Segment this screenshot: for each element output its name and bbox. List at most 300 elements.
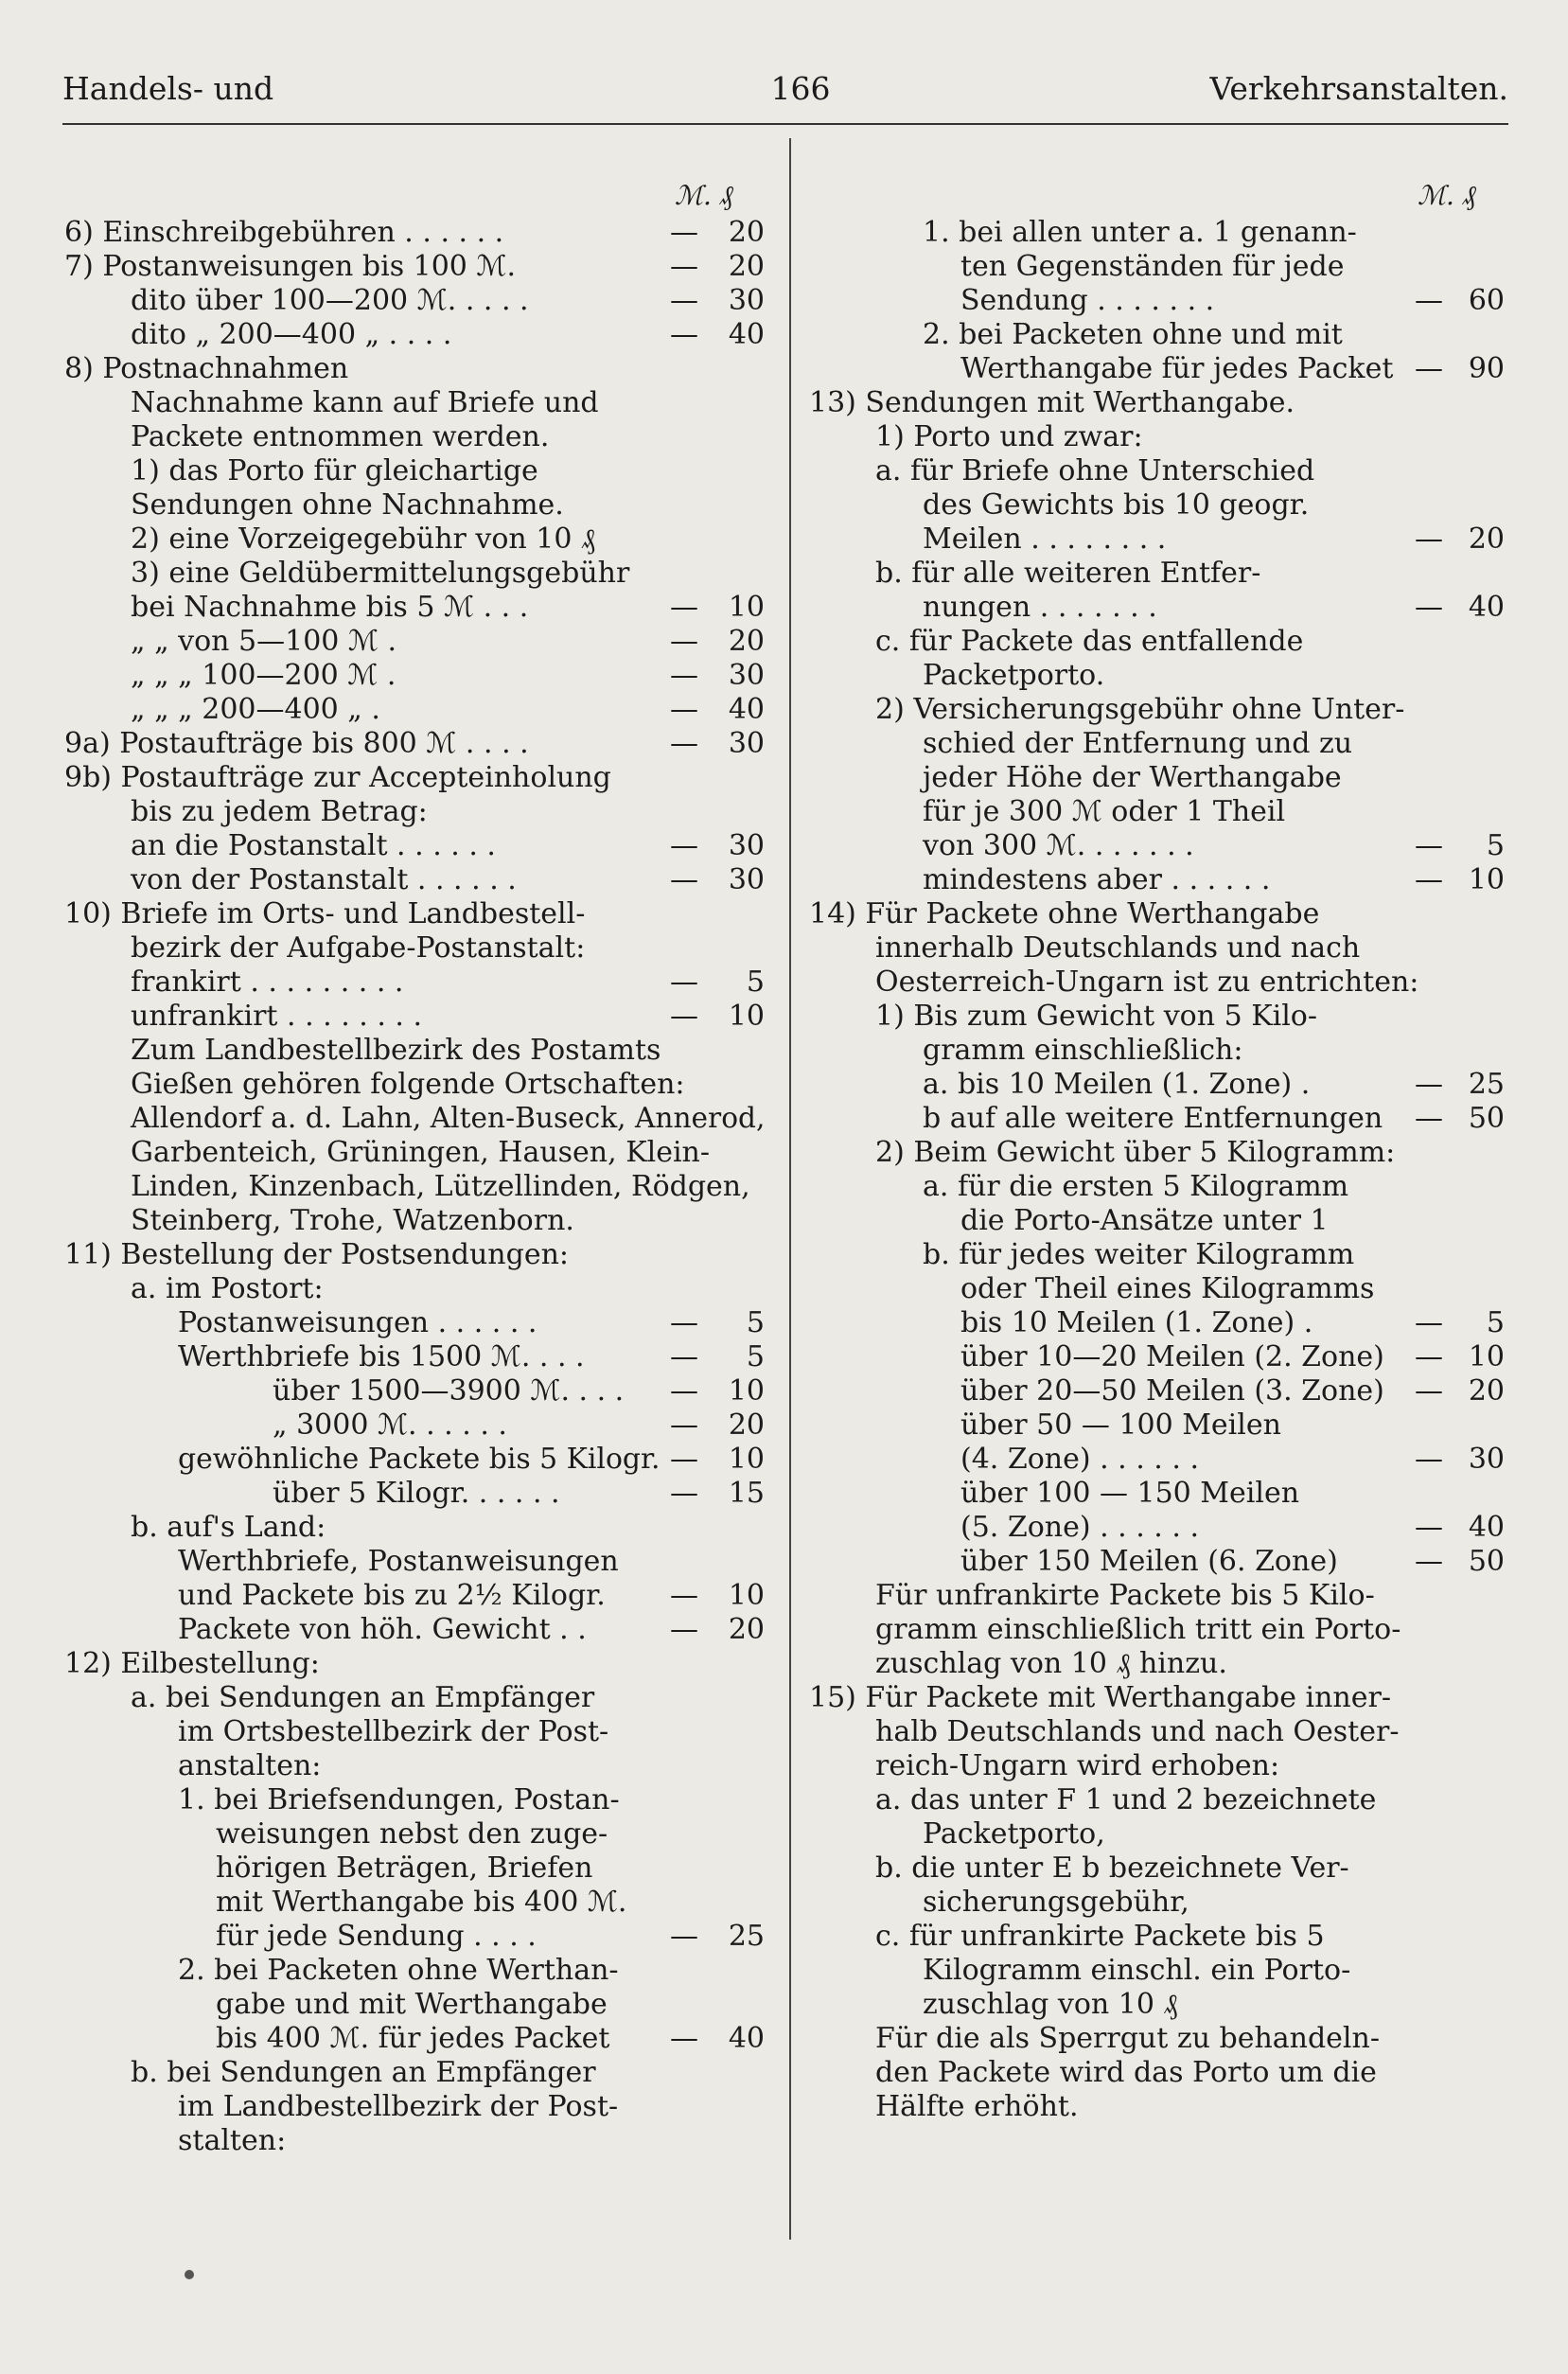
line-text: 6) Einschreibgebühren . . . . . . [64,216,504,249]
pfennig-amount: 10 [728,1443,765,1476]
tariff-line [809,1579,1514,1613]
line-text: im Ortsbestellbezirk der Post- [178,1715,609,1748]
tariff-line [809,2022,1514,2056]
pfennig-amount: 60 [1468,284,1505,317]
tariff-line [809,1817,1514,1851]
line-text: „ „ „ 100—200 ℳ . [131,659,396,692]
tariff-line [64,931,769,966]
line-text: Steinberg, Trohe, Watzenborn. [131,1204,574,1237]
mark-dash: — [1415,1306,1443,1339]
tariff-line [64,693,769,727]
pfennig-amount: 10 [1468,863,1505,896]
line-text: Packetporto. [923,659,1105,692]
page-header [62,70,1508,117]
line-text: 13) Sendungen mit Werthangabe. [809,386,1295,419]
line-text: unfrankirt . . . . . . . . [131,1000,423,1033]
pfennig-amount: 40 [728,318,765,351]
mark-dash: — [1415,1102,1443,1135]
tariff-line [809,829,1514,863]
tariff-line [64,284,769,318]
tariff-line [64,1102,769,1136]
mark-dash: — [670,1477,698,1510]
tariff-line [64,1817,769,1851]
tariff-line [809,761,1514,795]
line-text: 1) Porto und zwar: [875,420,1143,453]
tariff-line [64,2056,769,2090]
line-text: 1) Bis zum Gewicht von 5 Kilo- [875,1000,1318,1033]
pfennig-amount: 5 [746,966,765,999]
line-text: die Porto-Ansätze unter 1 [960,1204,1329,1237]
mark-dash: — [670,1374,698,1408]
line-text: dito über 100—200 ℳ. . . . . [131,284,529,317]
tariff-line [64,420,769,454]
line-text: Für die als Sperrgut zu behandeln- [875,2022,1380,2055]
tariff-line [809,1477,1514,1511]
tariff-line [809,2090,1514,2124]
mark-dash: — [670,1408,698,1442]
tariff-line [809,1783,1514,1817]
mark-dash: — [670,863,698,896]
pfennig-amount: 25 [1468,1068,1505,1101]
mark-dash: — [670,1579,698,1612]
line-text: anstalten: [178,1749,322,1782]
pfennig-amount: 5 [1486,829,1505,862]
pfennig-amount: 5 [746,1340,765,1373]
mark-dash: — [1415,284,1443,317]
line-text: 11) Bestellung der Postsendungen: [64,1238,570,1271]
tariff-line [64,1920,769,1954]
line-text: b. für alle weiteren Entfer- [875,557,1261,590]
tariff-line [809,2056,1514,2090]
line-text: für jede Sendung . . . . [216,1920,537,1953]
tariff-line [809,1408,1514,1443]
tariff-line [809,1613,1514,1647]
line-text: a. bis 10 Meilen (1. Zone) . [923,1068,1311,1101]
line-text: über 10—20 Meilen (2. Zone) [960,1340,1384,1373]
line-text: bis 400 ℳ. für jedes Packet [216,2022,610,2055]
ink-spot [185,2270,194,2279]
pfennig-amount: 10 [728,1000,765,1033]
header-rule [62,123,1508,125]
pfennig-amount: 30 [728,829,765,862]
tariff-line [64,1408,769,1443]
line-text: 1. bei Briefsendungen, Postan- [178,1783,620,1816]
line-text: b. auf's Land: [131,1511,326,1544]
line-text: a. das unter F 1 und 2 bezeichnete [875,1783,1377,1816]
tariff-line [809,931,1514,966]
line-text: weisungen nebst den zuge- [216,1817,608,1851]
tariff-line [64,1545,769,1579]
left-column [64,180,769,2158]
mark-dash: — [1415,1340,1443,1373]
line-text: a. für die ersten 5 Kilogramm [923,1170,1349,1203]
tariff-line [64,2090,769,2124]
mark-dash: — [670,216,698,249]
tariff-line [64,829,769,863]
line-text: Oesterreich-Ungarn ist zu entrichten: [875,966,1419,999]
line-text: Werthbriefe bis 1500 ℳ. . . . [178,1340,585,1373]
line-text: Hälfte erhöht. [875,2090,1079,2123]
mark-dash: — [670,591,698,624]
line-text: „ „ von 5—100 ℳ . [131,625,397,658]
mark-dash: — [1415,1545,1443,1578]
tariff-line [809,1374,1514,1408]
tariff-line [64,1340,769,1374]
tariff-line [64,1170,769,1204]
line-text: sicherungsgebühr, [923,1886,1189,1919]
pfennig-amount: 20 [1468,523,1505,556]
pfennig-amount: 5 [1486,1306,1505,1339]
tariff-line [64,1034,769,1068]
pfennig-amount: 10 [728,1579,765,1612]
tariff-line [809,454,1514,488]
line-text: a. im Postort: [131,1272,324,1305]
line-text: 1. bei allen unter a. 1 genann- [923,216,1357,249]
tariff-line [64,1272,769,1306]
pfennig-amount: 20 [728,250,765,283]
pfennig-amount: 20 [1468,1374,1505,1408]
pfennig-amount: 90 [1468,352,1505,385]
tariff-line [64,2022,769,2056]
line-text: gewöhnliche Packete bis 5 Kilogr. [178,1443,661,1476]
tariff-line [809,557,1514,591]
line-text: bezirk der Aufgabe-Postanstalt: [131,931,586,965]
tariff-line [809,1340,1514,1374]
tariff-line [809,1272,1514,1306]
tariff-line [64,727,769,761]
mark-dash: — [670,966,698,999]
tariff-line [809,1749,1514,1783]
tariff-line [64,1136,769,1170]
tariff-line [64,625,769,659]
line-text: 2) eine Vorzeigegebühr von 10 ₰ [131,523,595,556]
line-text: 2. bei Packeten ohne Werthan- [178,1954,619,1987]
mark-dash: — [1415,1068,1443,1101]
tariff-line [64,1579,769,1613]
line-text: über 20—50 Meilen (3. Zone) [960,1374,1384,1408]
tariff-line [809,1681,1514,1715]
tariff-line [809,420,1514,454]
pfennig-amount: 30 [728,659,765,692]
pfennig-amount: 30 [1468,1443,1505,1476]
line-text: nungen . . . . . . . [923,591,1157,624]
mark-dash: — [670,1000,698,1033]
tariff-line [809,591,1514,625]
tariff-line [809,318,1514,352]
pfennig-amount: 20 [728,1408,765,1442]
tariff-line [809,488,1514,523]
tariff-line [64,216,769,250]
tariff-line [64,488,769,523]
mark-dash: — [670,284,698,317]
header-right-title: Verkehrsanstalten. [1209,70,1508,107]
line-text: c. für Packete das entfallende [875,625,1304,658]
pfennig-amount: 40 [1468,1511,1505,1544]
line-text: 9a) Postaufträge bis 800 ℳ . . . . [64,727,529,760]
tariff-line [809,1886,1514,1920]
line-text: bis zu jedem Betrag: [131,795,428,828]
pfennig-amount: 50 [1468,1545,1505,1578]
line-text: gramm einschließlich: [923,1034,1243,1067]
tariff-line [809,1136,1514,1170]
line-text: über 1500—3900 ℳ. . . . [273,1374,625,1408]
line-text: ten Gegenständen für jede [960,250,1345,283]
mark-dash: — [670,727,698,760]
line-text: hörigen Beträgen, Briefen [216,1851,593,1885]
tariff-line [809,897,1514,931]
line-text: mindestens aber . . . . . . [923,863,1271,896]
line-text: Linden, Kinzenbach, Lützellinden, Rödgen, [131,1170,750,1203]
tariff-line [809,795,1514,829]
line-text: b. für jedes weiter Kilogramm [923,1238,1355,1271]
pfennig-amount: 10 [728,1374,765,1408]
line-text: Werthbriefe, Postanweisungen [178,1545,619,1578]
line-text: reich-Ungarn wird erhoben: [875,1749,1280,1782]
tariff-line [64,659,769,693]
mark-dash: — [670,659,698,692]
tariff-line [809,1545,1514,1579]
tariff-line [64,1715,769,1749]
line-text: 1) das Porto für gleichartige [131,454,538,487]
tariff-line [64,897,769,931]
pfennig-amount: 20 [728,625,765,658]
pfennig-amount: 50 [1468,1102,1505,1135]
line-text: 10) Briefe im Orts- und Landbestell- [64,897,586,930]
tariff-line [809,250,1514,284]
tariff-line [64,318,769,352]
tariff-line [809,1920,1514,1954]
tariff-line [64,591,769,625]
line-text: Meilen . . . . . . . . [923,523,1167,556]
tariff-line [64,1068,769,1102]
line-text: Postanweisungen . . . . . . [178,1306,537,1339]
line-text: zuschlag von 10 ₰ hinzu. [875,1647,1227,1680]
tariff-line [64,761,769,795]
line-text: 8) Postnachnahmen [64,352,349,385]
line-text: und Packete bis zu 2½ Kilogr. [178,1579,606,1612]
tariff-line [809,966,1514,1000]
pfennig-amount: 30 [728,863,765,896]
line-text: 2. bei Packeten ohne und mit [923,318,1343,351]
tariff-line [64,1000,769,1034]
tariff-line [809,216,1514,250]
mark-dash: — [670,1613,698,1646]
line-text: Werthangabe für jedes Packet [960,352,1394,385]
line-text: c. für unfrankirte Packete bis 5 [875,1920,1325,1953]
mark-dash: — [1415,1511,1443,1544]
tariff-line [809,1715,1514,1749]
line-text: Packetporto, [923,1817,1105,1851]
tariff-line [64,1851,769,1886]
mark-dash: — [1415,1374,1443,1408]
tariff-line [64,1374,769,1408]
mark-dash: — [670,829,698,862]
line-text: über 5 Kilogr. . . . . . [273,1477,560,1510]
line-text: 14) Für Packete ohne Werthangabe [809,897,1320,930]
line-text: Allendorf a. d. Lahn, Alten-Buseck, Annerod, [131,1102,766,1135]
tariff-line [809,1034,1514,1068]
mark-dash: — [670,1306,698,1339]
line-text: Kilogramm einschl. ein Porto- [923,1954,1351,1987]
line-text: 15) Für Packete mit Werthangabe inner- [809,1681,1391,1714]
line-text: gramm einschließlich tritt ein Porto- [875,1613,1401,1646]
tariff-line [64,1238,769,1272]
line-text: jeder Höhe der Werthangabe [923,761,1342,794]
line-text: an die Postanstalt . . . . . . [131,829,496,862]
tariff-line [64,1749,769,1783]
line-text: Sendungen ohne Nachnahme. [131,488,564,522]
tariff-line [809,284,1514,318]
mark-dash: — [670,693,698,726]
line-text: von der Postanstalt . . . . . . [131,863,517,896]
tariff-line [809,1102,1514,1136]
tariff-line [64,966,769,1000]
pfennig-amount: 5 [746,1306,765,1339]
pfennig-amount: 30 [728,284,765,317]
line-text: 12) Eilbestellung: [64,1647,320,1680]
pfennig-amount: 20 [728,216,765,249]
tariff-line [64,1443,769,1477]
tariff-line [64,1783,769,1817]
pfennig-amount: 20 [728,1613,765,1646]
line-text: über 150 Meilen (6. Zone) [960,1545,1338,1578]
tariff-line [64,1681,769,1715]
tariff-line [64,1886,769,1920]
mark-dash: — [670,250,698,283]
tariff-line [64,557,769,591]
line-text: innerhalb Deutschlands und nach [875,931,1361,965]
tariff-line [64,454,769,488]
line-text: den Packete wird das Porto um die [875,2056,1377,2089]
mark-dash: — [670,1340,698,1373]
line-text: halb Deutschlands und nach Oester- [875,1715,1400,1748]
mark-dash: — [670,1443,698,1476]
pfennig-amount: 10 [728,591,765,624]
line-text: des Gewichts bis 10 geogr. [923,488,1310,522]
tariff-line [64,352,769,386]
column-divider [789,138,791,2240]
tariff-line [64,523,769,557]
tariff-line [64,863,769,897]
tariff-line [64,1954,769,1988]
tariff-line [64,1511,769,1545]
tariff-line [809,659,1514,693]
pfennig-amount: 40 [728,2022,765,2055]
line-text: a. bei Sendungen an Empfänger [131,1681,595,1714]
line-text: 9b) Postaufträge zur Accepteinholung [64,761,611,794]
tariff-line [809,1511,1514,1545]
line-text: Gießen gehören folgende Ortschaften: [131,1068,685,1101]
header-left-title: Handels- und [62,70,274,107]
tariff-line [809,1954,1514,1988]
tariff-line [809,1170,1514,1204]
tariff-line [64,1988,769,2022]
pfennig-amount: 40 [728,693,765,726]
line-text: zuschlag von 10 ₰ [923,1988,1178,2021]
line-text: Für unfrankirte Packete bis 5 Kilo- [875,1579,1375,1612]
tariff-line [809,386,1514,420]
line-text: über 100 — 150 Meilen [960,1477,1300,1510]
tariff-line [809,1443,1514,1477]
tariff-line [809,1988,1514,2022]
line-text: bis 10 Meilen (1. Zone) . [960,1306,1313,1339]
tariff-line [64,1613,769,1647]
line-text: „ 3000 ℳ. . . . . . [273,1408,507,1442]
line-text: Packete von höh. Gewicht . . [178,1613,587,1646]
line-text: b auf alle weitere Entfernungen [923,1102,1383,1135]
pfennig-amount: 10 [1468,1340,1505,1373]
line-text: oder Theil eines Kilogramms [960,1272,1375,1305]
page-number: 166 [770,70,831,107]
line-text: (4. Zone) . . . . . . [960,1443,1199,1476]
tariff-line [64,1477,769,1511]
line-text: 2) Beim Gewicht über 5 Kilogramm: [875,1136,1396,1169]
tariff-line [809,863,1514,897]
tariff-line [64,250,769,284]
tariff-line [809,1238,1514,1272]
tariff-line [809,1647,1514,1681]
mark-dash: — [1415,829,1443,862]
line-text: Sendung . . . . . . . [960,284,1215,317]
line-text: (5. Zone) . . . . . . [960,1511,1199,1544]
line-text: 7) Postanweisungen bis 100 ℳ. [64,250,517,283]
line-text: schied der Entfernung und zu [923,727,1353,760]
currency-header-right: ℳ. ₰ [1418,180,1476,211]
right-column [809,180,1514,2124]
tariff-line [809,693,1514,727]
line-text: über 50 — 100 Meilen [960,1408,1281,1442]
tariff-line [64,1204,769,1238]
tariff-line [809,523,1514,557]
tariff-line [64,386,769,420]
line-text: b. bei Sendungen an Empfänger [131,2056,596,2089]
pfennig-amount: 40 [1468,591,1505,624]
tariff-line [809,1204,1514,1238]
line-text: für je 300 ℳ oder 1 Theil [923,795,1286,828]
line-text: b. die unter E b bezeichnete Ver- [875,1851,1349,1885]
tariff-line [809,352,1514,386]
tariff-line [64,1306,769,1340]
mark-dash: — [1415,523,1443,556]
line-text: a. für Briefe ohne Unterschied [875,454,1315,487]
line-text: dito „ 200—400 „ . . . . [131,318,452,351]
line-text: frankirt . . . . . . . . . [131,966,404,999]
line-text: von 300 ℳ. . . . . . . [923,829,1194,862]
mark-dash: — [1415,1443,1443,1476]
line-text: Zum Landbestellbezirk des Postamts [131,1034,661,1067]
line-text: gabe und mit Werthangabe [216,1988,608,2021]
tariff-line [64,2124,769,2158]
mark-dash: — [670,625,698,658]
tariff-line [809,1851,1514,1886]
line-text: Nachnahme kann auf Briefe und [131,386,599,419]
tariff-line [809,1068,1514,1102]
tariff-line [64,1647,769,1681]
line-text: im Landbestellbezirk der Post- [178,2090,619,2123]
line-text: bei Nachnahme bis 5 ℳ . . . [131,591,529,624]
pfennig-amount: 25 [728,1920,765,1953]
mark-dash: — [1415,352,1443,385]
pfennig-amount: 30 [728,727,765,760]
pfennig-amount: 15 [728,1477,765,1510]
line-text: Garbenteich, Grüningen, Hausen, Klein- [131,1136,711,1169]
tariff-line [809,1306,1514,1340]
mark-dash: — [1415,863,1443,896]
line-text: „ „ „ 200—400 „ . [131,693,380,726]
tariff-line [809,727,1514,761]
line-text: 2) Versicherungsgebühr ohne Unter- [875,693,1405,726]
line-text: Packete entnommen werden. [131,420,550,453]
